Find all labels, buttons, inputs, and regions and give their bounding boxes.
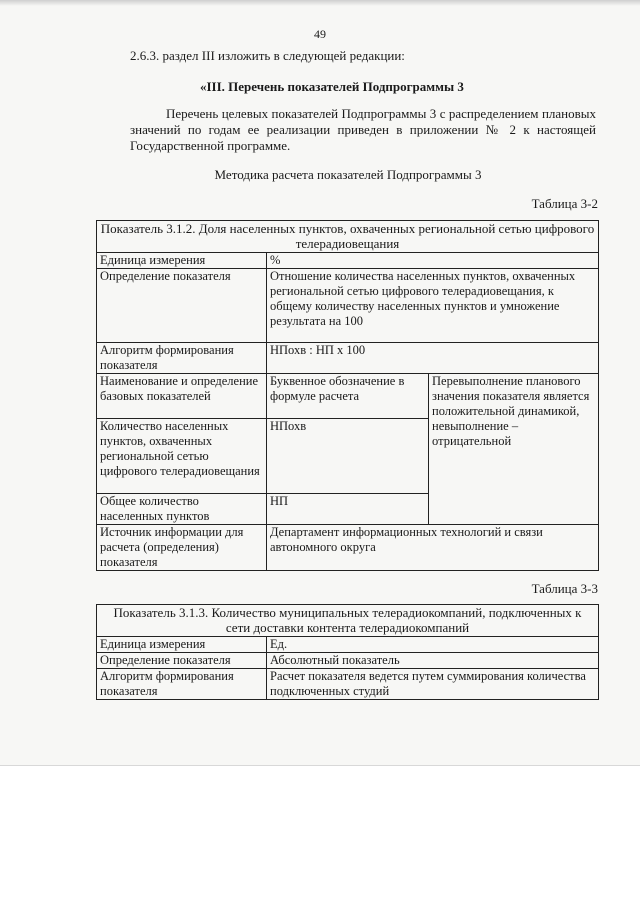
row-label: Определение показателя	[97, 269, 267, 343]
table-header: Показатель 3.1.3. Количество муниципальных телерадиокомпаний, подключенных к сети доставки контента телерадиокомпаний	[97, 605, 599, 637]
row-value: Ед.	[267, 637, 599, 653]
row-label: Источник информации для расчета (определения) показателя	[97, 525, 267, 571]
row-label: Наименование и определение базовых показателей	[97, 374, 267, 419]
note-cell: Перевыполнение планового значения показателя является положительной динамикой, невыполнение – отрицательной	[429, 374, 599, 525]
row-value: Департамент информационных технологий и связи автономного округа	[267, 525, 599, 571]
table-3-3-caption: Таблица 3-3	[531, 581, 598, 596]
table-header: Показатель 3.1.2. Доля населенных пунктов, охваченных региональной сетью цифрового телерадиовещания	[97, 221, 599, 253]
row-value: Отношение количества населенных пунктов, охваченных региональной сетью цифрового телерадиовещания, к общему количеству населенных пунктов и умножение результата на 100	[267, 269, 599, 343]
base-name: Общее количество населенных пунктов	[97, 494, 267, 525]
row-value: Абсолютный показатель	[267, 653, 599, 669]
base-symbol: НП	[267, 494, 429, 525]
indicator-table-3-3	[96, 604, 599, 700]
item-line: 2.6.3. раздел III изложить в следующей редакции:	[130, 48, 405, 63]
row-value: НПохв : НП x 100	[267, 343, 599, 374]
section-heading: «III. Перечень показателей Подпрограммы 3	[200, 79, 464, 94]
intro-paragraph: Перечень целевых показателей Подпрограммы 3 с распределением плановых значений по годам ее реализации приведен в приложении № 2 к настоящей Государственной программе.	[130, 106, 596, 153]
method-title: Методика расчета показателей Подпрограммы 3	[214, 167, 482, 182]
indicator-table-3-2	[96, 220, 599, 571]
row-label: Определение показателя	[97, 653, 267, 669]
row-label: Единица измерения	[97, 253, 267, 269]
row-label: Алгоритм формирования показателя	[97, 669, 267, 700]
row-label: Единица измерения	[97, 637, 267, 653]
base-symbol: НПохв	[267, 419, 429, 494]
row-label: Алгоритм формирования показателя	[97, 343, 267, 374]
page-number: 49	[314, 27, 326, 41]
base-name: Количество населенных пунктов, охваченных региональной сетью цифрового телерадиовещания	[97, 419, 267, 494]
row-value: %	[267, 253, 599, 269]
row-value: Расчет показателя ведется путем суммирования количества подключенных студий	[267, 669, 599, 700]
row-label: Буквенное обозначение в формуле расчета	[267, 374, 429, 419]
table-3-2-caption: Таблица 3-2	[531, 196, 598, 211]
